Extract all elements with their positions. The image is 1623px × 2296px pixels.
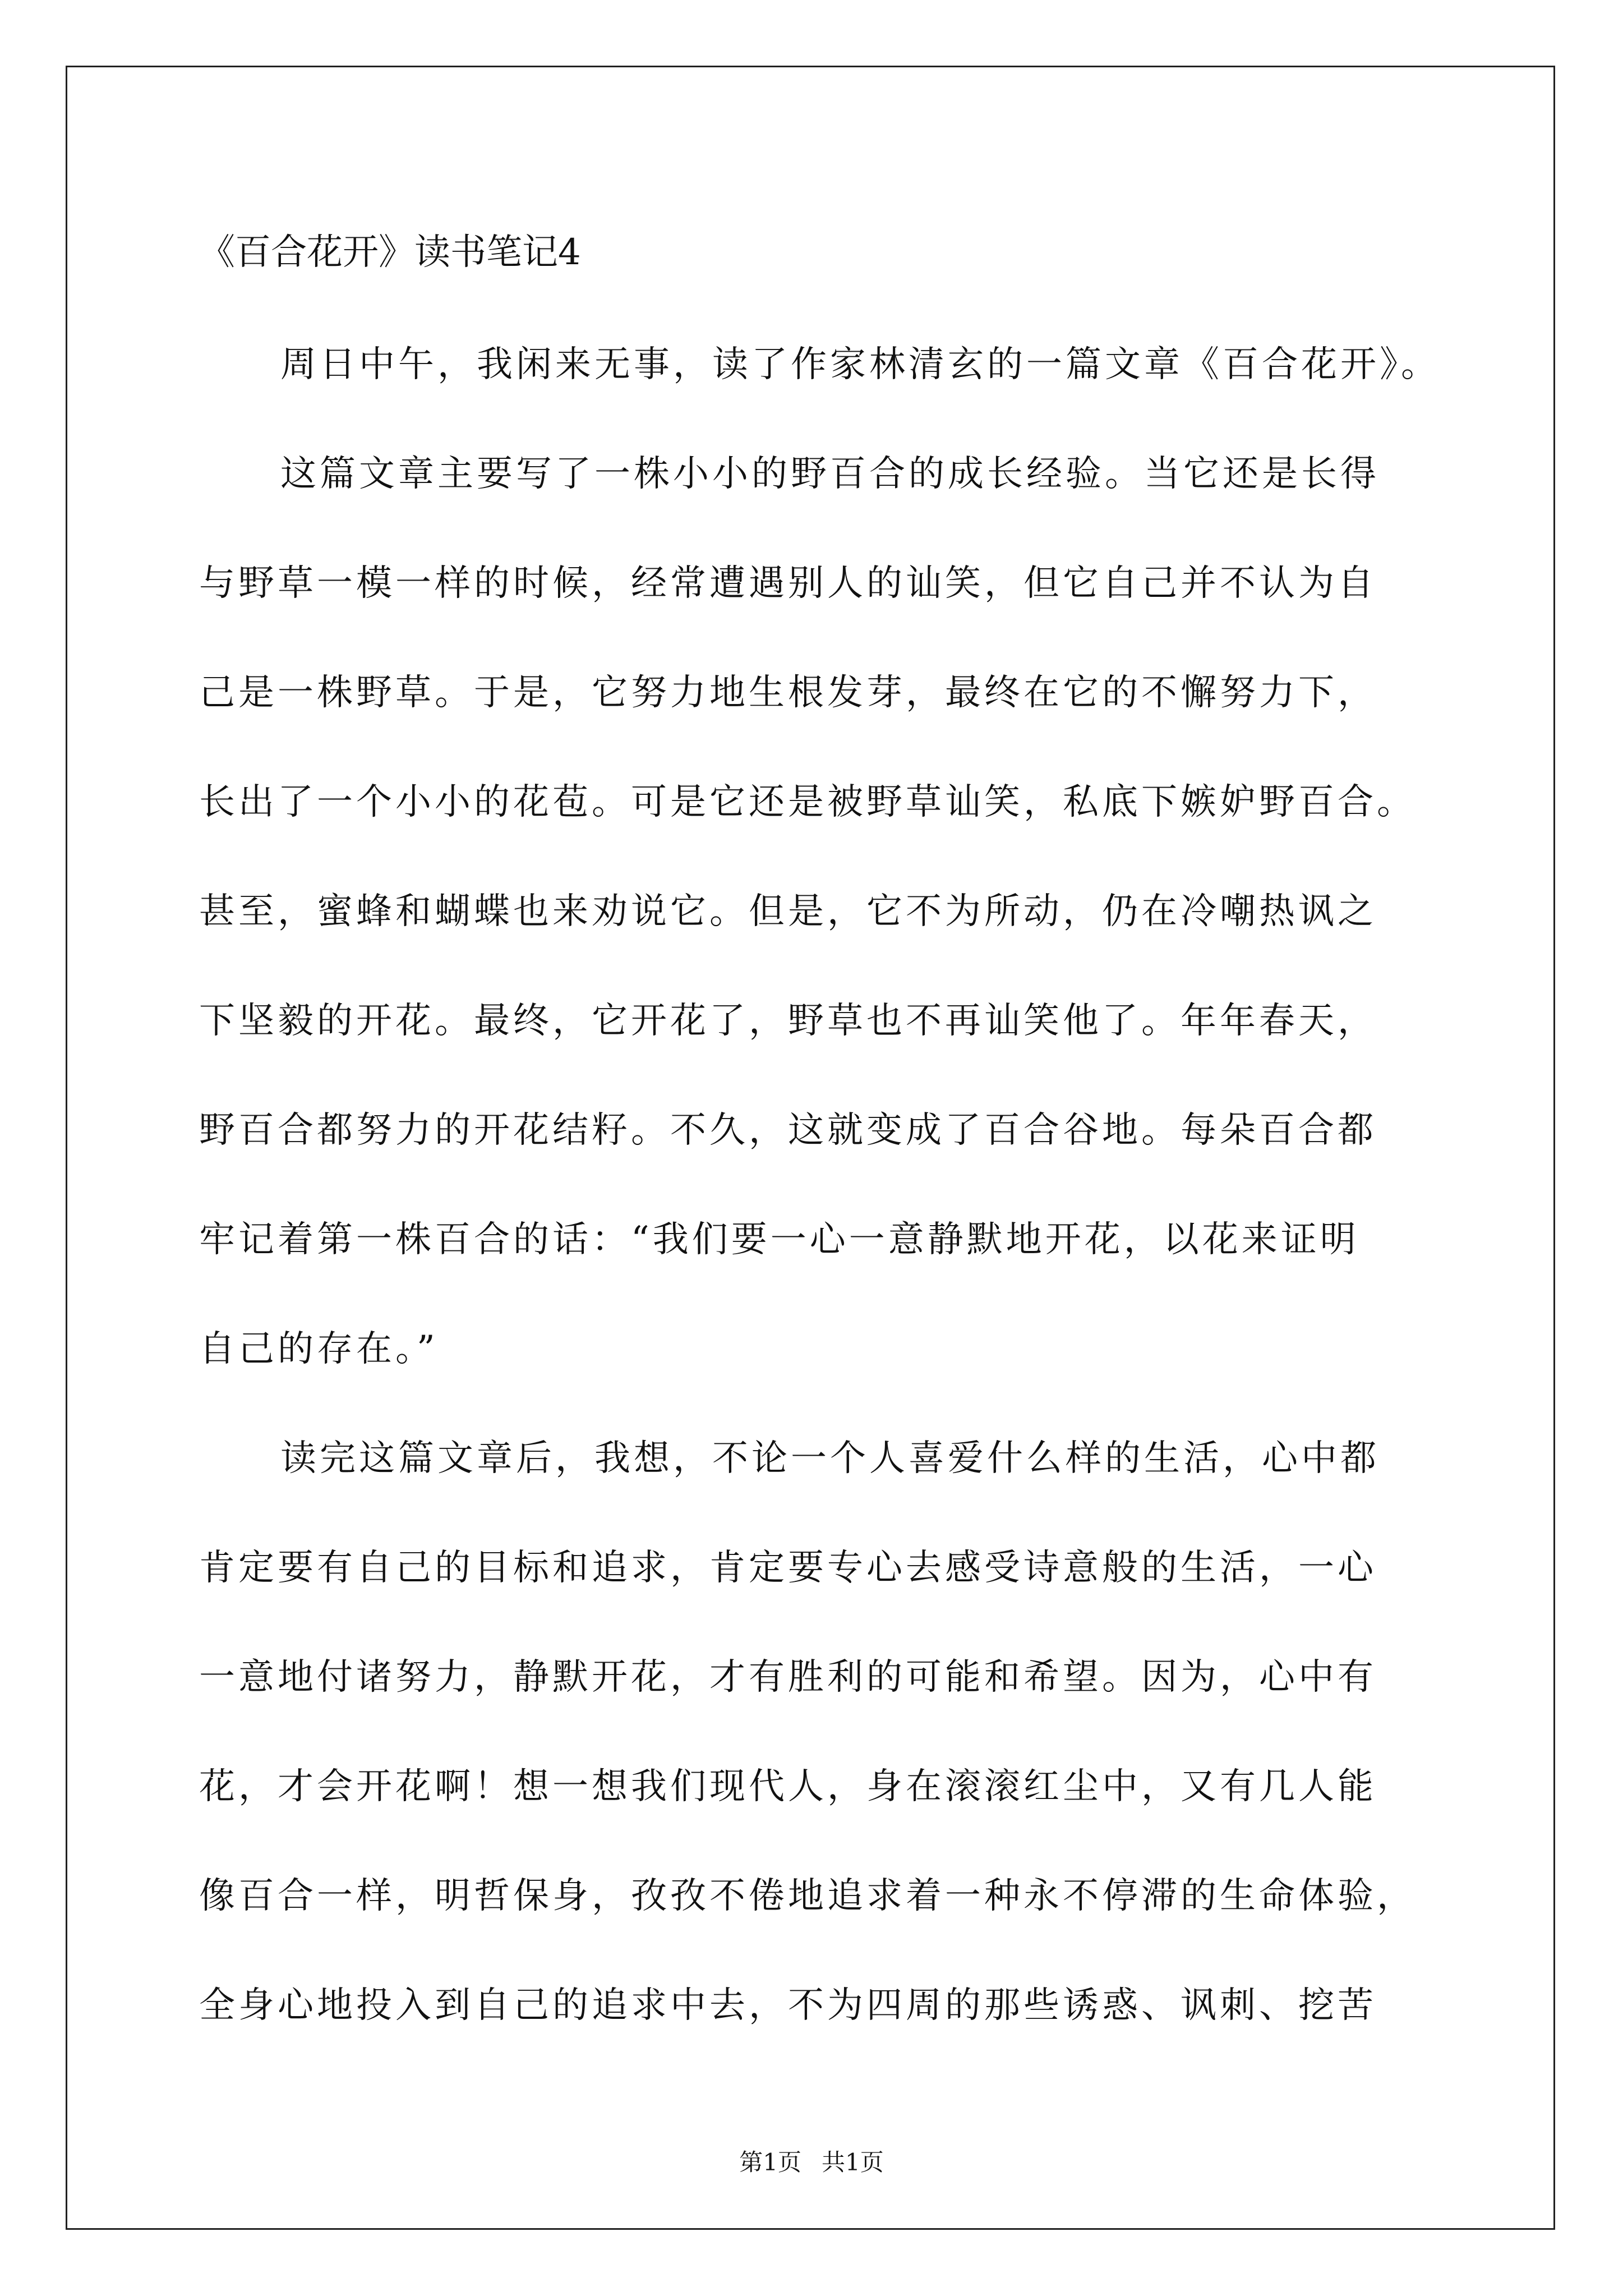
page-number: 第1页 xyxy=(739,2148,801,2176)
paragraph-line: 全身心地投入到自己的追求中去，不为四周的那些诱惑、讽刺、挖苦 xyxy=(199,1985,1377,2026)
paragraph-line: 与野草一模一样的时候，经常遭遇别人的讪笑，但它自己并不认为自 xyxy=(199,563,1377,604)
paragraph-line: 自己的存在。” xyxy=(199,1328,439,1370)
paragraph-line: 这篇文章主要写了一株小小的野百合的成长经验。当它还是长得 xyxy=(280,453,1380,495)
paragraph-line: 花，才会开花啊！想一想我们现代人，身在滚滚红尘中，又有几人能 xyxy=(199,1766,1377,1807)
paragraph-line: 甚至，蜜蜂和蝴蝶也来劝说它。但是，它不为所动，仍在冷嘲热讽之 xyxy=(199,891,1377,932)
document-title: 《百合花开》读书笔记4 xyxy=(199,232,581,273)
page-footer xyxy=(0,2146,1623,2179)
paragraph-line: 一意地付诸努力，静默开花，才有胜利的可能和希望。因为，心中有 xyxy=(199,1657,1377,1698)
page-count: 共1页 xyxy=(822,2148,884,2176)
paragraph-line: 牢记着第一株百合的话：“我们要一心一意静默地开花，以花来证明 xyxy=(199,1219,1359,1260)
paragraph-line: 肯定要有自己的目标和追求，肯定要专心去感受诗意般的生活，一心 xyxy=(199,1547,1377,1589)
paragraph-line: 下坚毅的开花。最终，它开花了，野草也不再讪笑他了。年年春天， xyxy=(199,1000,1377,1042)
paragraph-line: 读完这篇文章后，我想，不论一个人喜爱什么样的生活，心中都 xyxy=(280,1438,1380,1479)
paragraph-line: 周日中午，我闲来无事，读了作家林清玄的一篇文章《百合花开》。 xyxy=(280,344,1440,385)
paragraph-line: 长出了一个小小的花苞。可是它还是被野草讪笑，私底下嫉妒野百合。 xyxy=(199,781,1416,823)
paragraph-line: 己是一株野草。于是，它努力地生根发芽，最终在它的不懈努力下， xyxy=(199,672,1377,714)
paragraph-line: 野百合都努力的开花结籽。不久，这就变成了百合谷地。每朵百合都 xyxy=(199,1110,1377,1151)
paragraph-line: 像百合一样，明哲保身，孜孜不倦地追求着一种永不停滞的生命体验， xyxy=(199,1875,1416,1917)
